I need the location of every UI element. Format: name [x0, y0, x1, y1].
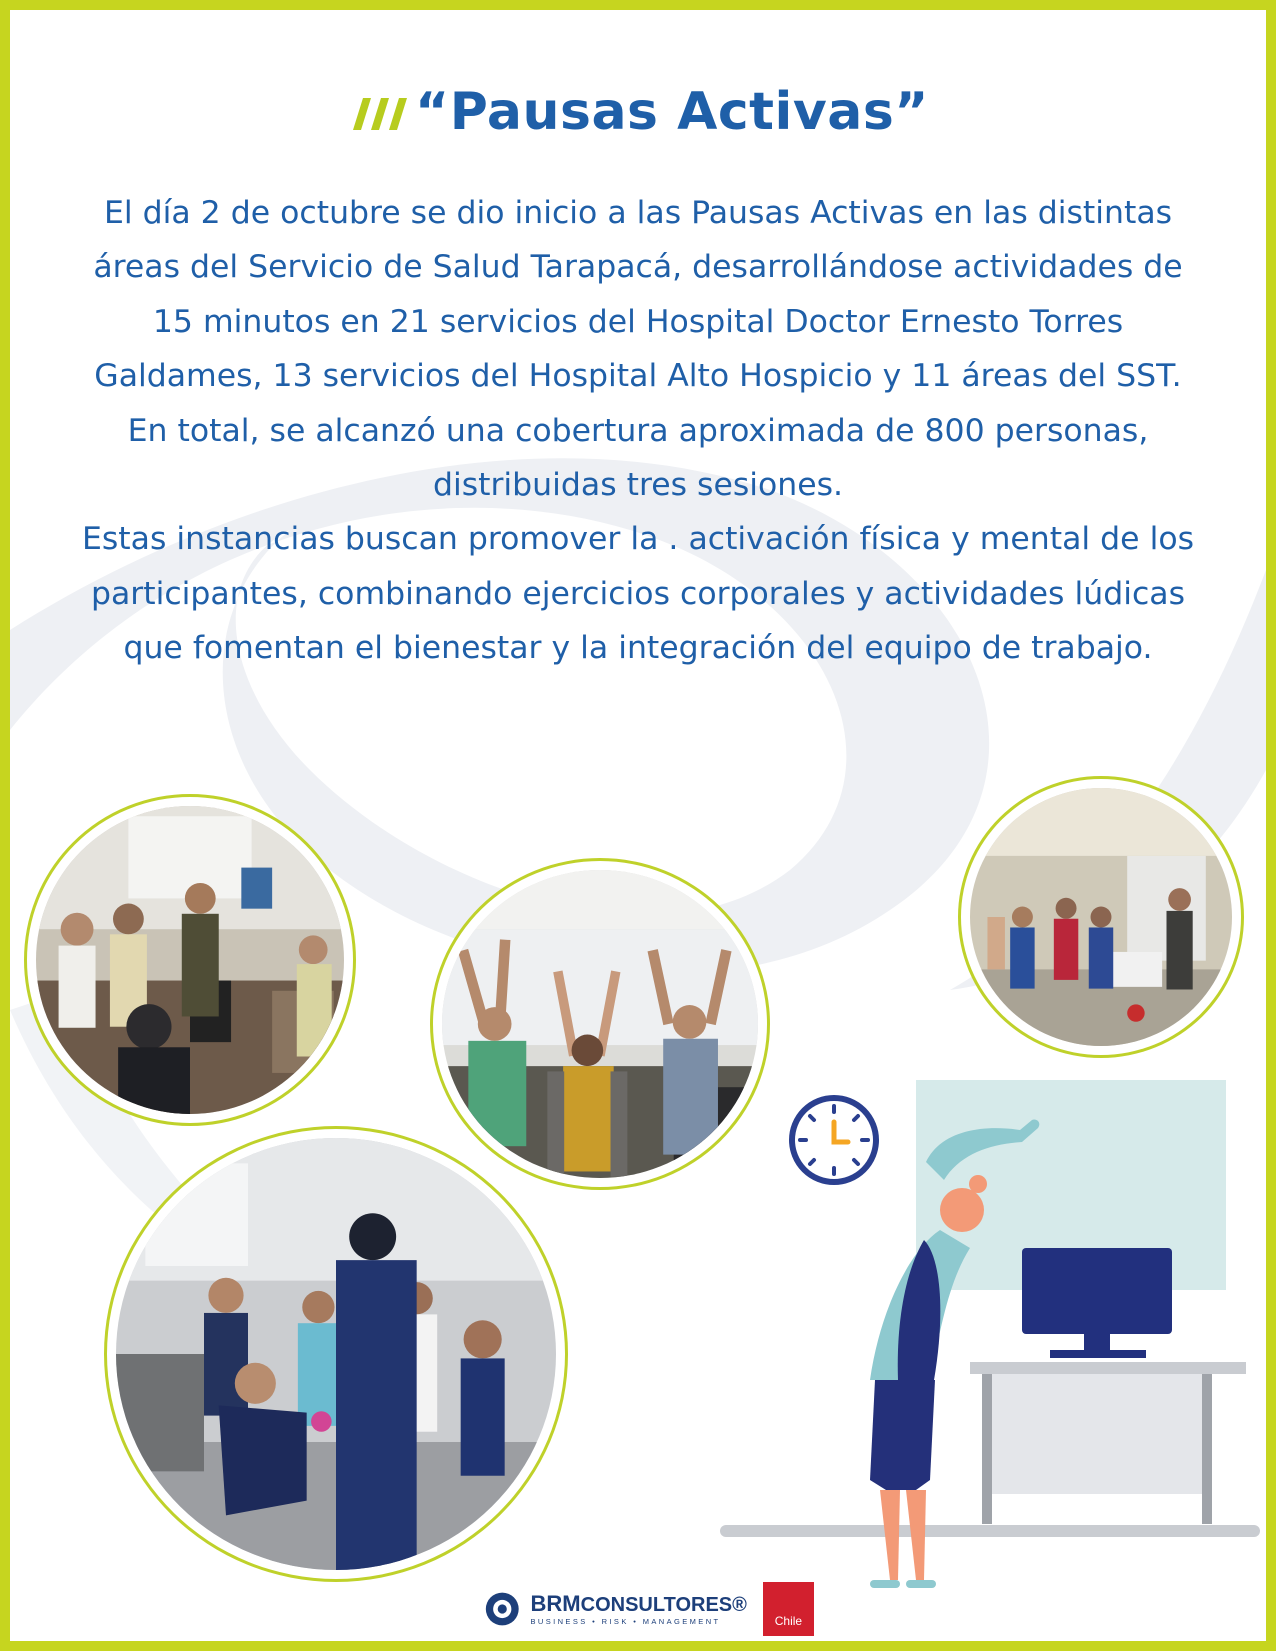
body-text — [70, 186, 1206, 676]
footer-logo — [484, 1580, 814, 1638]
stretching-person-illustration — [720, 1080, 1266, 1620]
title-text: “Pausas Activas” — [415, 82, 929, 142]
photo-arms-up — [430, 858, 770, 1190]
brm-tagline: BUSINESS • RISK • MANAGEMENT — [530, 1616, 721, 1626]
brm-sub: CONSULTORES® — [580, 1593, 747, 1616]
title-row — [10, 82, 1266, 142]
title-mark-icon — [347, 90, 409, 134]
page-title — [347, 82, 929, 142]
photo-nurses-circle — [104, 1126, 568, 1582]
paragraph-2: Estas instancias buscan promover la . activación física y mental de los participantes, combinando ejercicios corporales y actividades lúdicas que fomentan el bienestar y la integración del equipo de trabajo. — [81, 521, 1195, 667]
chile-badge: Chile — [763, 1582, 814, 1636]
brm-logo-icon — [484, 1589, 521, 1629]
brm-name: BRM — [530, 1590, 581, 1616]
brm-wordmark — [530, 1590, 747, 1626]
paragraph-1: El día 2 de octubre se dio inicio a las Pausas Activas en las distintas áreas del Servicio de Salud Tarapacá, desarrollándose actividades de 15 minutos en 21 servicios del Hospital Doctor Ernesto Torres Galdames, 13 servicios del Hospital Alto Hospicio y 11 áreas del SST. En total, se alcanzó una cobertura aproximada de 800 personas, distribuidas tres sesiones. — [93, 195, 1183, 504]
photo-office-group — [24, 794, 356, 1126]
photo-hospital-area — [958, 776, 1244, 1058]
